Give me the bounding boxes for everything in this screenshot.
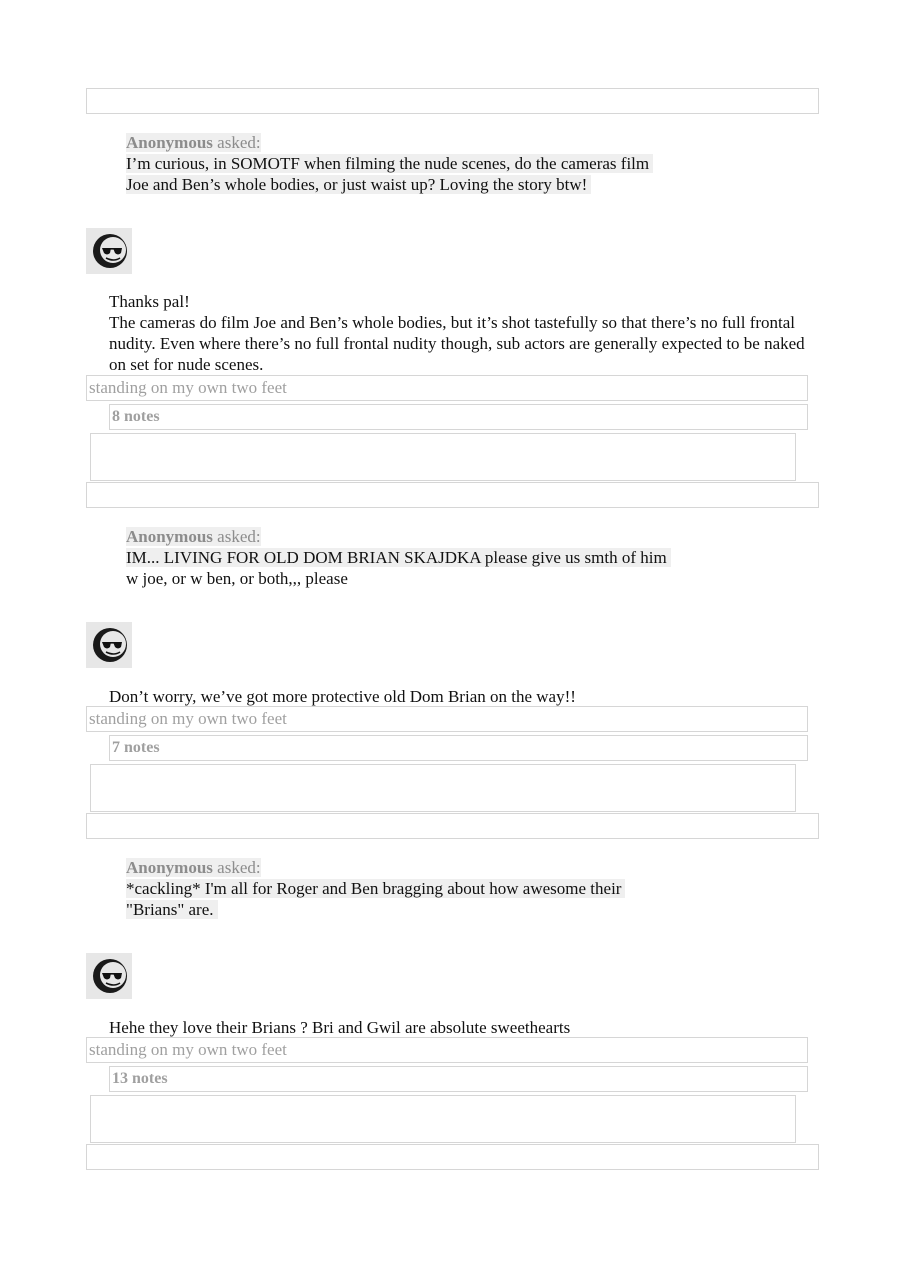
post-separator [86,1144,819,1170]
asked-label: asked: [217,527,261,546]
question-text-line: "Brians" are. [126,899,218,920]
question-text-line: w joe, or w ben, or both,,, please [126,569,348,588]
post-separator [86,88,819,114]
sunglasses-face-icon [86,953,132,999]
asker-line [126,132,261,153]
question-text-line: I’m curious, in SOMOTF when filming the nude scenes, do the cameras film [126,153,653,174]
post-footer-box [90,764,796,812]
answer-body [109,291,809,375]
asker-name[interactable]: Anonymous [126,527,213,546]
answer-body [109,1017,809,1038]
post-separator [86,813,819,839]
post-separator [86,482,819,508]
question-text-line: IM... LIVING FOR OLD DOM BRIAN SKAJDKA please give us smth of him [126,547,671,568]
post-footer-box [90,1095,796,1143]
avatar[interactable] [86,622,132,668]
question-text-line: Joe and Ben’s whole bodies, or just waist up? Loving the story btw! [126,174,591,195]
asker-name[interactable]: Anonymous [126,133,213,152]
source-link[interactable]: standing on my own two feet [86,706,808,732]
asker-line [126,857,261,878]
question-text-line: *cackling* I'm all for Roger and Ben bragging about how awesome their [126,878,625,899]
notes-count[interactable]: 7 notes [109,735,808,761]
notes-count[interactable]: 13 notes [109,1066,808,1092]
avatar[interactable] [86,953,132,999]
sunglasses-face-icon [86,622,132,668]
asked-label: asked: [217,858,261,877]
source-link[interactable]: standing on my own two feet [86,375,808,401]
notes-count[interactable]: 8 notes [109,404,808,430]
answer-paragraph: The cameras do film Joe and Ben’s whole bodies, but it’s shot tastefully so that there’s no full frontal nudity. Even where there’s no full frontal nudity though, sub actors are generally expected to be naked on set for nude scenes. [109,313,805,374]
asker-line [126,526,261,547]
avatar[interactable] [86,228,132,274]
source-link[interactable]: standing on my own two feet [86,1037,808,1063]
answer-paragraph: Don’t worry, we’ve got more protective old Dom Brian on the way!! [109,687,576,706]
answer-body [109,686,809,707]
asked-label: asked: [217,133,261,152]
answer-paragraph: Thanks pal! [109,292,190,311]
post-footer-box [90,433,796,481]
sunglasses-face-icon [86,228,132,274]
asker-name[interactable]: Anonymous [126,858,213,877]
answer-paragraph: Hehe they love their Brians ? Bri and Gwil are absolute sweethearts [109,1018,571,1037]
